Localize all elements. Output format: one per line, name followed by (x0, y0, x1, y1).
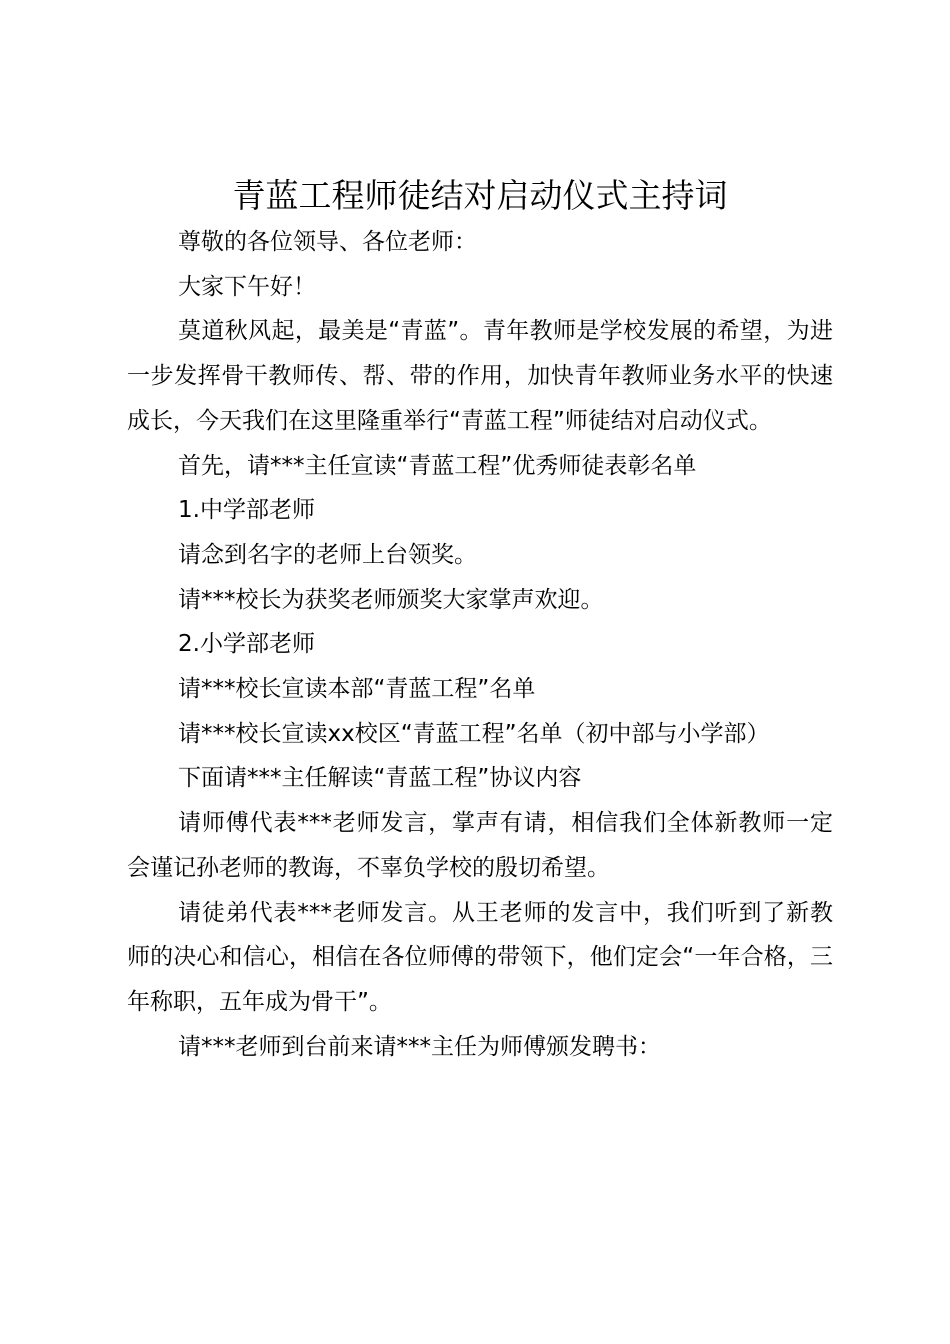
paragraph-award-list: 首先，请***主任宣读“青蓝工程”优秀师徒表彰名单 (178, 452, 697, 479)
paragraph-xx-campus-list: 请***校长宣读xx校区“青蓝工程”名单（初中部与小学部） (178, 720, 770, 747)
paragraph-apprentice-speech: 请徒弟代表***老师发言。从王老师的发言中，我们听到了新教师的决心和信心，相信在各位师傅的带领下，他们定会“一年合格，三年称职，五年成为骨干”。 (127, 899, 833, 1015)
paragraph-primary-school: 2.小学部老师 (178, 631, 315, 658)
paragraph-greeting: 尊敬的各位领导、各位老师： (178, 229, 477, 255)
paragraph-principal-award: 请***校长为获奖老师颁奖大家掌声欢迎。 (178, 586, 604, 613)
paragraph-mentor-speech: 请师傅代表***老师发言，掌声有请，相信我们全体新教师一定会谨记孙老师的教诲，不辜负学校的殷切希望。 (127, 810, 833, 881)
paragraph-certificate: 请***老师到台前来请***主任为师傅颁发聘书： (178, 1033, 661, 1060)
document-page (127, 172, 833, 1069)
paragraph-middle-school: 1.中学部老师 (178, 497, 315, 524)
paragraph-intro: 莫道秋风起，最美是“青蓝”。青年教师是学校发展的希望，为进一步发挥骨干教师传、帮、带的作用，加快青年教师业务水平的快速成长，今天我们在这里隆重举行“青蓝工程”师徒结对启动仪式。 (127, 318, 833, 434)
document-title: 青蓝工程师徒结对启动仪式主持词 (232, 176, 728, 215)
paragraph-good-afternoon: 大家下午好！ (178, 273, 316, 300)
paragraph-receive-award: 请念到名字的老师上台领奖。 (178, 541, 477, 568)
paragraph-campus-list: 请***校长宣读本部“青蓝工程”名单 (178, 676, 536, 703)
paragraph-agreement: 下面请***主任解读“青蓝工程”协议内容 (178, 765, 582, 792)
